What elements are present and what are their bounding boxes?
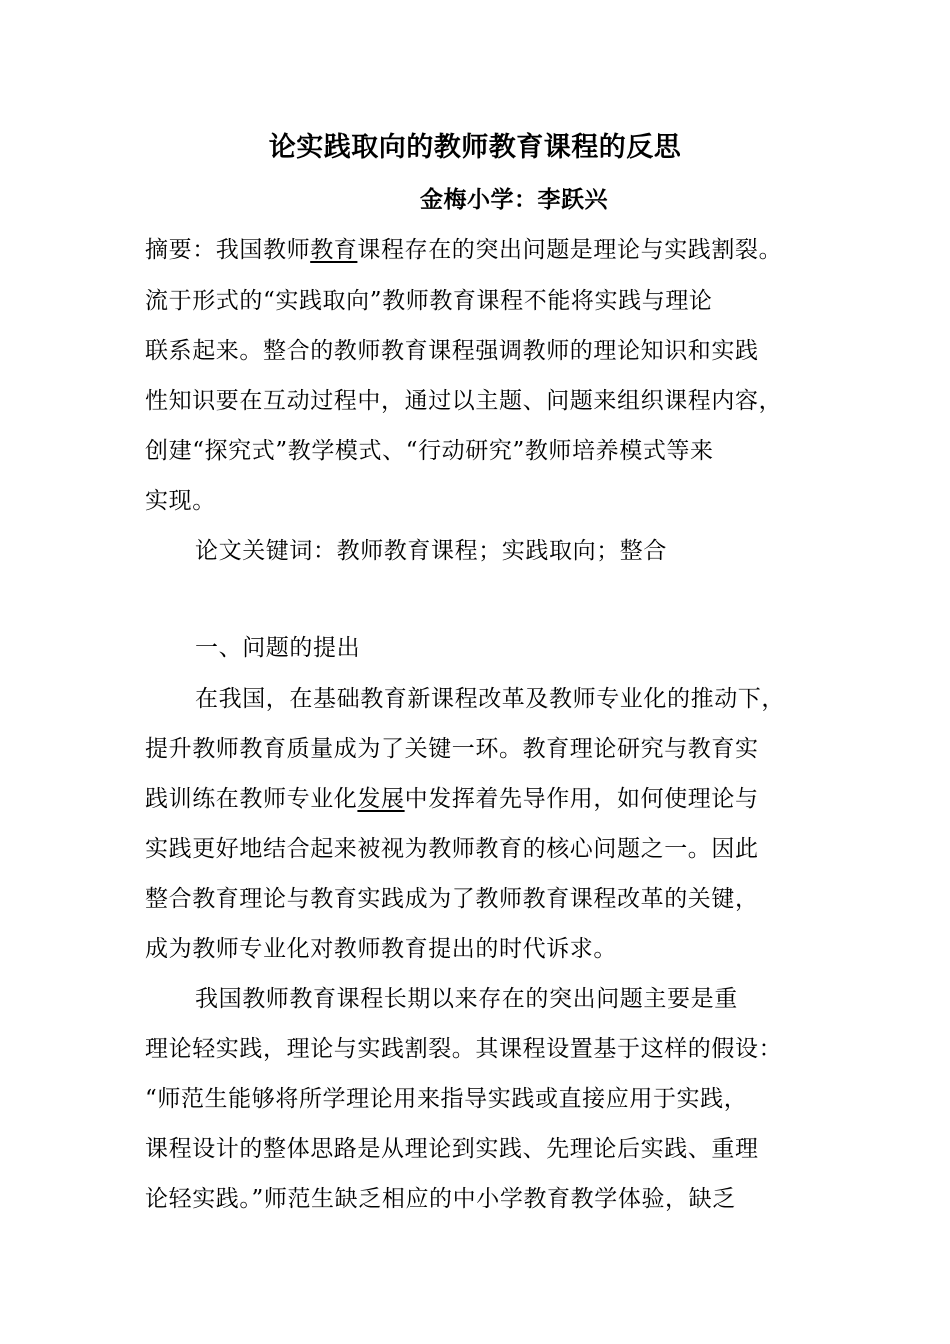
- paragraph-line: 整合教育理论与教育实践成为了教师教育课程改革的关键，: [145, 886, 759, 912]
- paragraph-line: 在我国，在基础教育新课程改革及教师专业化的推动下，: [195, 686, 785, 712]
- paragraph-line: 提升教师教育质量成为了关键一环。教育理论研究与教育实: [145, 736, 759, 762]
- paragraph-line: 课程设计的整体思路是从理论到实践、先理论后实践、重理: [145, 1136, 759, 1162]
- document-title: 论实践取向的教师教育课程的反思: [268, 132, 682, 163]
- abstract-line: 创建“探究式”教学模式、“行动研究”教师培养模式等来: [145, 438, 714, 464]
- abstract-line: 摘要：我国教师教育课程存在的突出问题是理论与实践割裂。: [145, 237, 783, 263]
- abstract-line: 联系起来。整合的教师教育课程强调教师的理论知识和实践: [145, 338, 759, 364]
- section-heading: 一、问题的提出: [195, 635, 361, 661]
- development-link[interactable]: 发展: [357, 786, 405, 812]
- paragraph-line: “师范生能够将所学理论用来指导实践或直接应用于实践，: [145, 1086, 748, 1112]
- abstract-line: 性知识要在互动过程中，通过以主题、问题来组织课程内容，: [145, 388, 783, 414]
- abstract-line: 流于形式的“实践取向”教师教育课程不能将实践与理论: [145, 288, 713, 314]
- paragraph-line: 论轻实践。”师范生缺乏相应的中小学教育教学体验，缺乏: [145, 1186, 736, 1212]
- paragraph-line: 成为教师专业化对教师教育提出的时代诉求。: [145, 936, 617, 962]
- paragraph-line: 实践更好地结合起来被视为教师教育的核心问题之一。因此: [145, 836, 759, 862]
- paragraph-line: 我国教师教育课程长期以来存在的突出问题主要是重: [195, 986, 738, 1012]
- paragraph-line: 践训练在教师专业化发展中发挥着先导作用，如何使理论与: [145, 786, 759, 812]
- abstract-line: 实现。: [145, 488, 216, 514]
- document-author: 金梅小学：李跃兴: [420, 187, 608, 213]
- paragraph-line: 理论轻实践，理论与实践割裂。其课程设置基于这样的假设：: [145, 1036, 783, 1062]
- keywords: 论文关键词：教师教育课程；实践取向；整合: [195, 538, 667, 564]
- education-link[interactable]: 教育: [310, 237, 358, 263]
